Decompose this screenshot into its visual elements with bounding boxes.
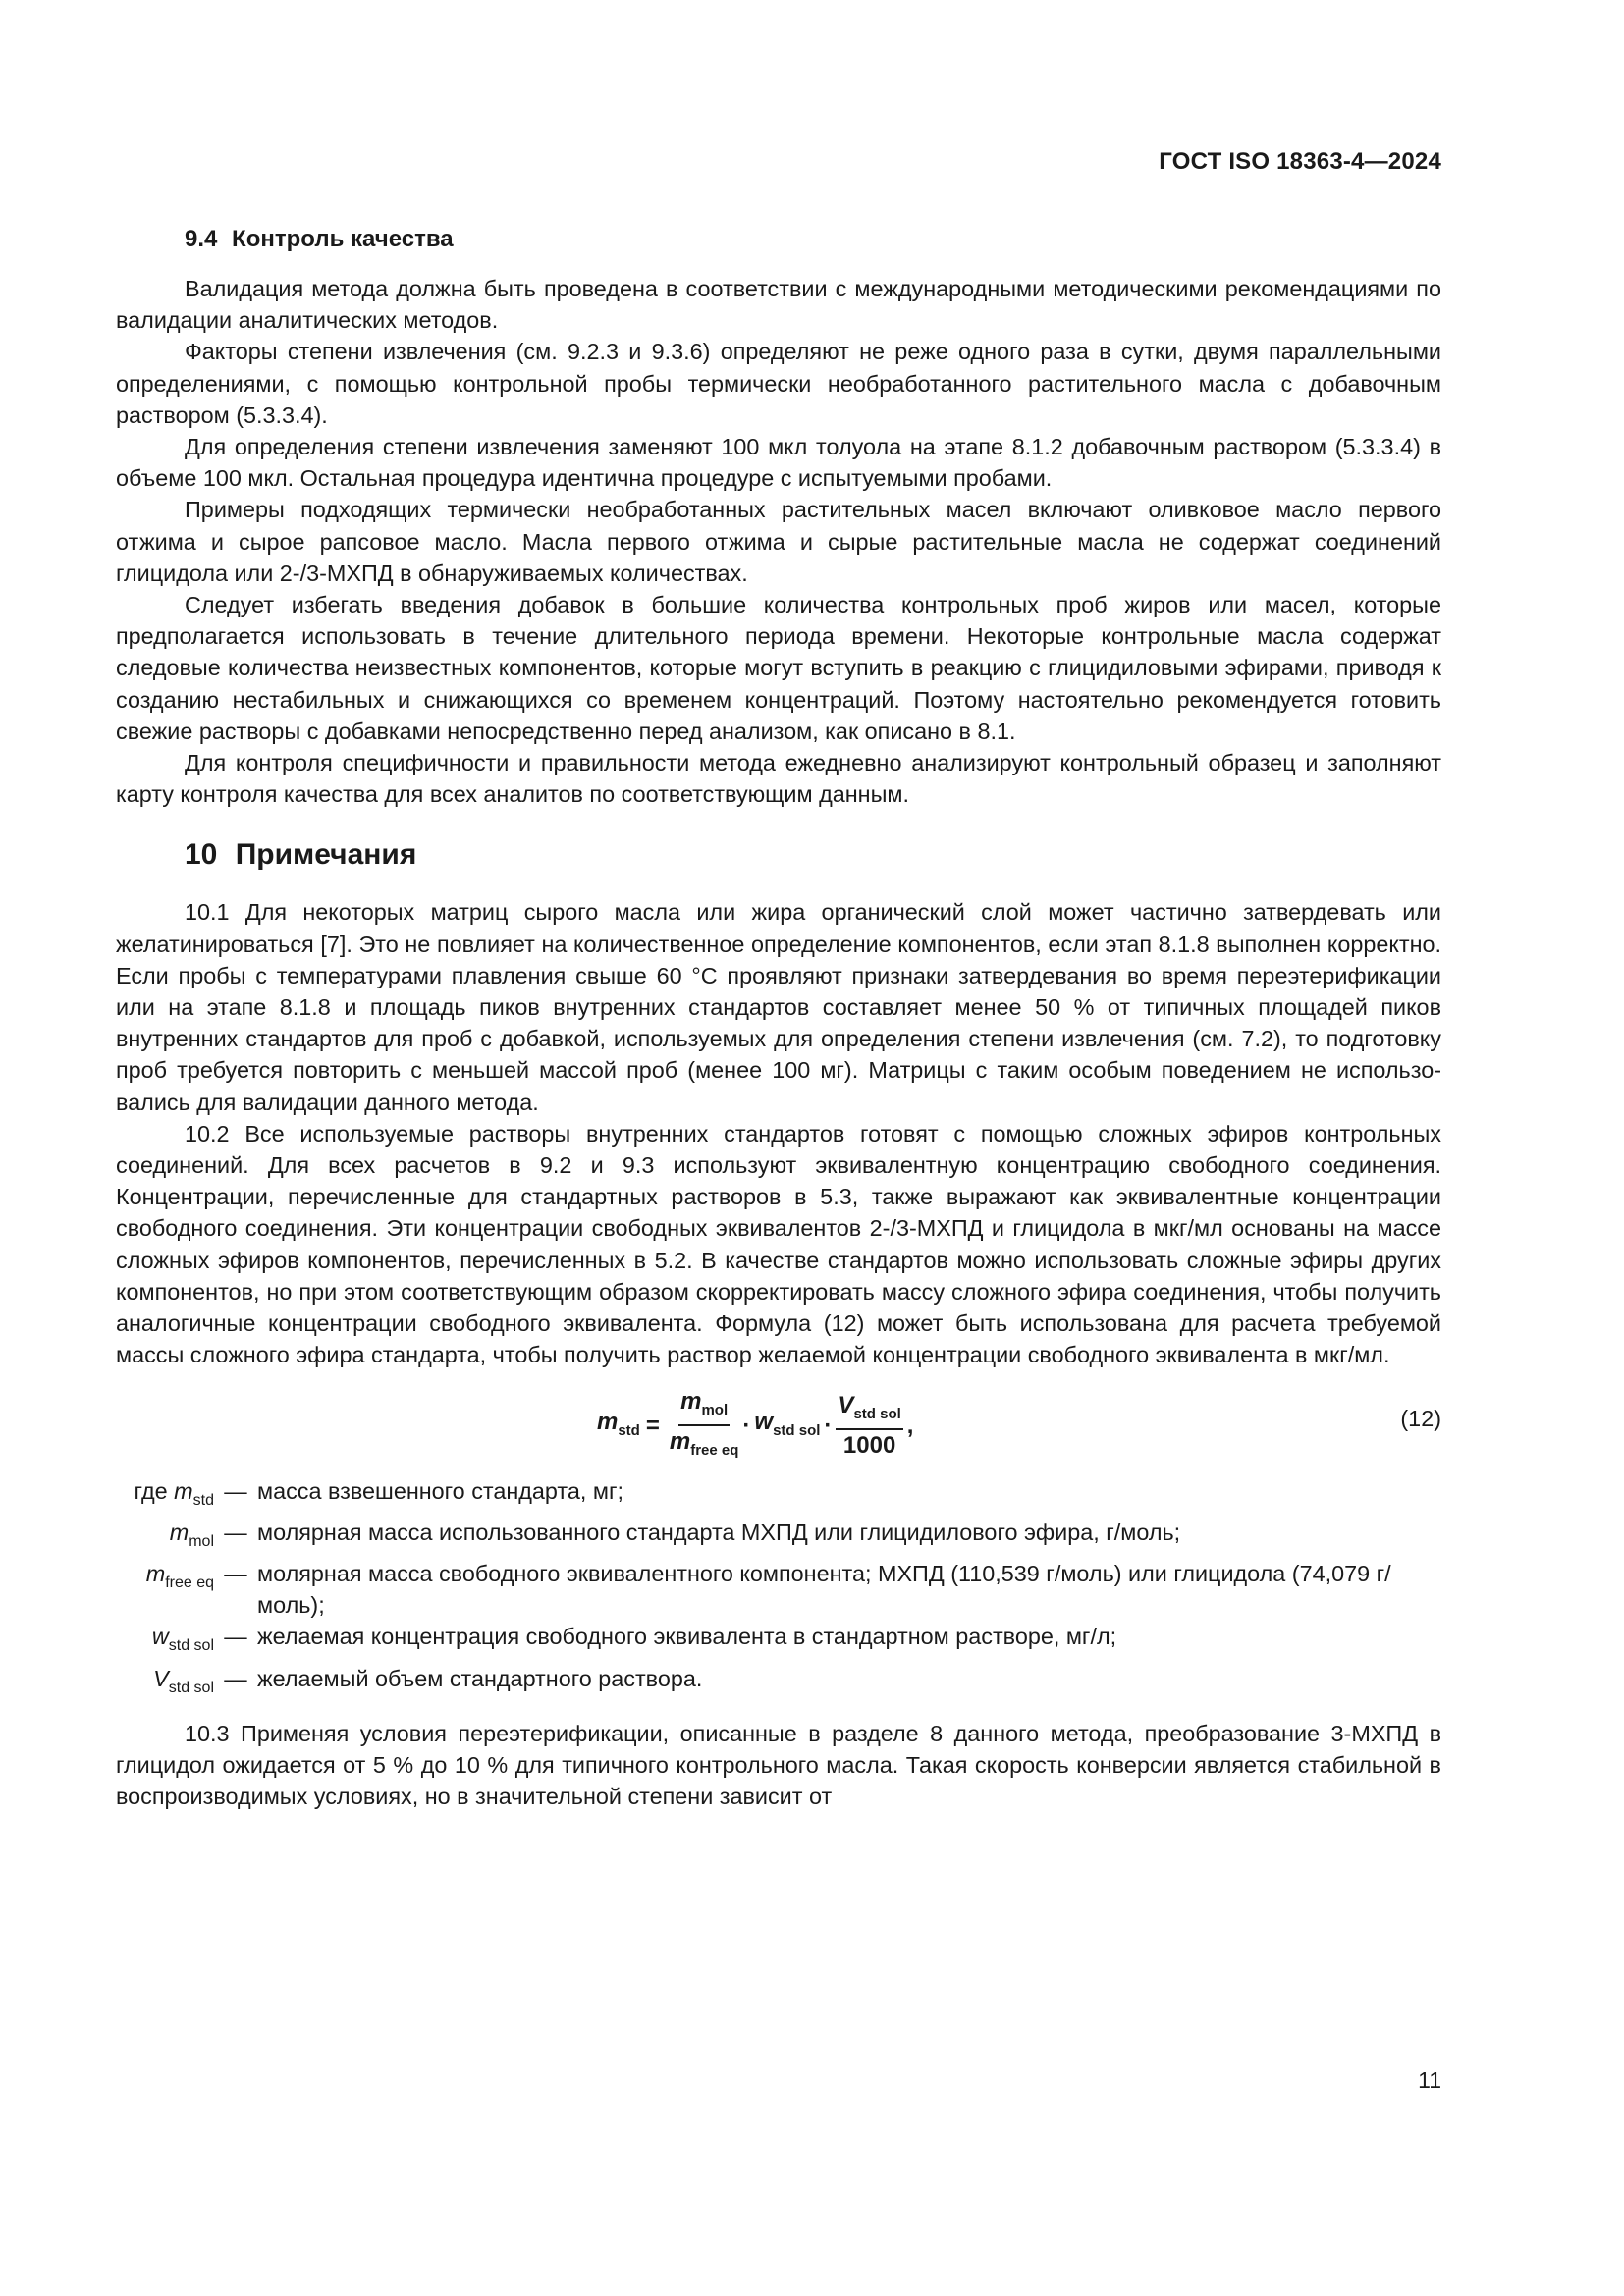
section-title: Примечания xyxy=(235,838,417,872)
legend-description: молярная масса свободного эквивалентного компонента; МХПД (110,539 г/моль) или глицидола (74,079 г/моль); xyxy=(257,1560,1391,1619)
fraction-molar xyxy=(670,1389,739,1466)
legend-dash: — xyxy=(224,1665,247,1691)
paragraph: Примеры подходящих термически необработанных растительных масел включают оливковое масло первого отжима и сырое рапсовое масло. Масла первого отжима и сырые растительные масла не содержат соединений глицидола или 2-/3-МХПД в обнаруживаемых количествах. xyxy=(116,497,1441,586)
formula-legend xyxy=(96,1475,1441,1704)
paragraph: Валидация метода должна быть проведена в соответствии с международными методическими рекомендациями по валидации аналитических методов. xyxy=(116,276,1441,334)
paragraph: Для контроля специфичности и правильности метода ежедневно анализируют контрольный образец и заполняют карту контроля качества для всех аналитов по соответствующим данным. xyxy=(116,750,1441,808)
multiply-dot: · xyxy=(824,1413,833,1440)
page-number: 11 xyxy=(1418,2067,1441,2093)
fraction-denominator: 1000 xyxy=(842,1432,896,1459)
paragraph-10-2: 10.2 Все используемые растворы внутренних стандартов готовят с помощью сложных эфиров контрольных соединений. Для всех расчетов в 9.2 и 9.3 используют эквивалентную концентрацию свободного соединения. Концентрации, перечисленные для стандартных растворов в 5.3, также выражают как эквивалентные концентрации свободного соединения. Эти концентрации свободных эквивалентов 2-/3-МХПД и глицидола в мкг/мл основаны на массе сложных эфиров компонентов, перечисленных в 5.2. В качестве стандартов можно использовать сложные эфиры других компонентов, но при этом соответствующим образом скорректировать массу сложного эфира соединения, чтобы получить аналогичные концентрации свободного эквивалента. Формула (12) может быть использована для расчета требуемой массы сложного эфира стандарта, чтобы получить раствор желаемой концентрации свободного эквивалента в мкг/мл. xyxy=(116,1120,1441,1368)
legend-dash: — xyxy=(224,1560,247,1586)
legend-symbol: где $m_{std}$ xyxy=(134,1477,214,1509)
legend-description: масса взвешенного стандарта, мг; xyxy=(257,1477,623,1504)
paragraph: Факторы степени извлечения (см. 9.2.3 и 9.3.6) определяют не реже одного раза в сутки, двумя параллельными определениями, с помощью контрольной пробы термически необработанного растительного масла с добавочным раствором (5.3.3.4). xyxy=(116,339,1441,428)
legend-dash: — xyxy=(224,1624,247,1650)
fraction-denominator: $m_{free eq}$ xyxy=(669,1427,739,1459)
paragraph: Для определения степени извлечения заменяют 100 мкл толуола на этапе 8.1.2 добавочным раствором (5.3.3.4) в объеме 100 мкл. Остальная процедура идентична процедуре с испытуемыми пробами. xyxy=(116,434,1441,492)
multiply-dot: · xyxy=(742,1413,751,1440)
equation-number: (12) xyxy=(1400,1405,1441,1431)
formula-w: $w_{std sol}$ xyxy=(754,1408,821,1439)
formula-trailing-comma: , xyxy=(906,1413,914,1440)
legend-description: желаемая концентрация свободного эквивалента в стандартном растворе, мг/л; xyxy=(257,1624,1117,1650)
legend-symbol: $V_{std sol}$ xyxy=(153,1665,214,1696)
legend-dash: — xyxy=(224,1477,247,1504)
fraction-numerator: $m_{mol}$ xyxy=(678,1389,730,1426)
paragraph: Следует избегать введения добавок в большие количества контрольных проб жиров или масел, которые предполагается использовать в течение длительного периода времени. Некоторые контрольные масла содержат следовые количества неизвестных компонентов, которые могут вступить в реакцию с глицидиловыми эфирами, приводя к созданию нестабильных и снижающихся со временем концентраций. Поэтому настоятельно рекомендуется готовить свежие растворы с добавками непосредственно перед анализом, как описано в 8.1. xyxy=(116,592,1441,744)
subsection-heading-9-4 xyxy=(185,224,1441,255)
legend-symbol: $m_{mol}$ xyxy=(169,1519,214,1550)
legend-item xyxy=(96,1517,1441,1558)
subsection-number: 9.4 xyxy=(185,226,218,252)
paragraph-10-3: 10.3 Применяя условия переэтерификации, описанные в разделе 8 данного метода, преобразование 3-МХПД в глицидол ожидается от 5 % до 10 % для типичного контрольного масла. Такая скорость конверсии является стабильной в воспроизводимых условиях, но в значительной степени зависит от xyxy=(116,1720,1441,1810)
legend-item xyxy=(96,1475,1441,1517)
document-id-header: ГОСТ ISO 18363-4—2024 xyxy=(1159,148,1441,175)
equals-sign: = xyxy=(645,1413,660,1440)
section-heading-10 xyxy=(185,837,1441,873)
subsection-title: Контроль качества xyxy=(232,226,454,252)
legend-item xyxy=(96,1558,1441,1621)
legend-item xyxy=(96,1663,1441,1704)
legend-symbol: $m_{free eq}$ xyxy=(145,1560,214,1591)
section-number: 10 xyxy=(185,838,218,872)
legend-description: желаемый объем стандартного раствора. xyxy=(257,1665,703,1691)
legend-description: молярная масса использованного стандарта МХПД или глицидилового эфира, г/моль; xyxy=(257,1519,1181,1545)
paragraph-10-1: 10.1 Для некоторых матриц сырого масла или жира органический слой может частично затвердевать или желатинироваться [7]. Это не повлияет на количественное определение компонентов, если этап 8.1.8 выполнен корректно. Если пробы с температурами плавления свыше 60 °С проявляют признаки затвердевания во время переэтерификации или на этапе 8.1.8 и площадь пиков внутренних стандартов составляет менее 50 % от типичных площадей пиков внутренних стандартов для проб с добавкой, используемых для определения степени извлечения (см. 7.2), то подготовку проб требуется повторить с меньшей массой проб (менее 100 мг). Матрицы с таким особым поведением не использовались для валидации данного метода. xyxy=(116,899,1441,1115)
fraction-volume xyxy=(836,1393,902,1461)
legend-symbol: $w_{std sol}$ xyxy=(151,1624,214,1655)
formula-lhs: $m_{std}$ xyxy=(597,1408,640,1439)
legend-item xyxy=(96,1621,1441,1662)
page-content xyxy=(116,224,1441,1812)
formula-12 xyxy=(116,1383,1441,1460)
formula-expression xyxy=(597,1389,913,1466)
legend-dash: — xyxy=(224,1519,247,1545)
fraction-numerator: $V_{std sol}$ xyxy=(836,1393,902,1430)
